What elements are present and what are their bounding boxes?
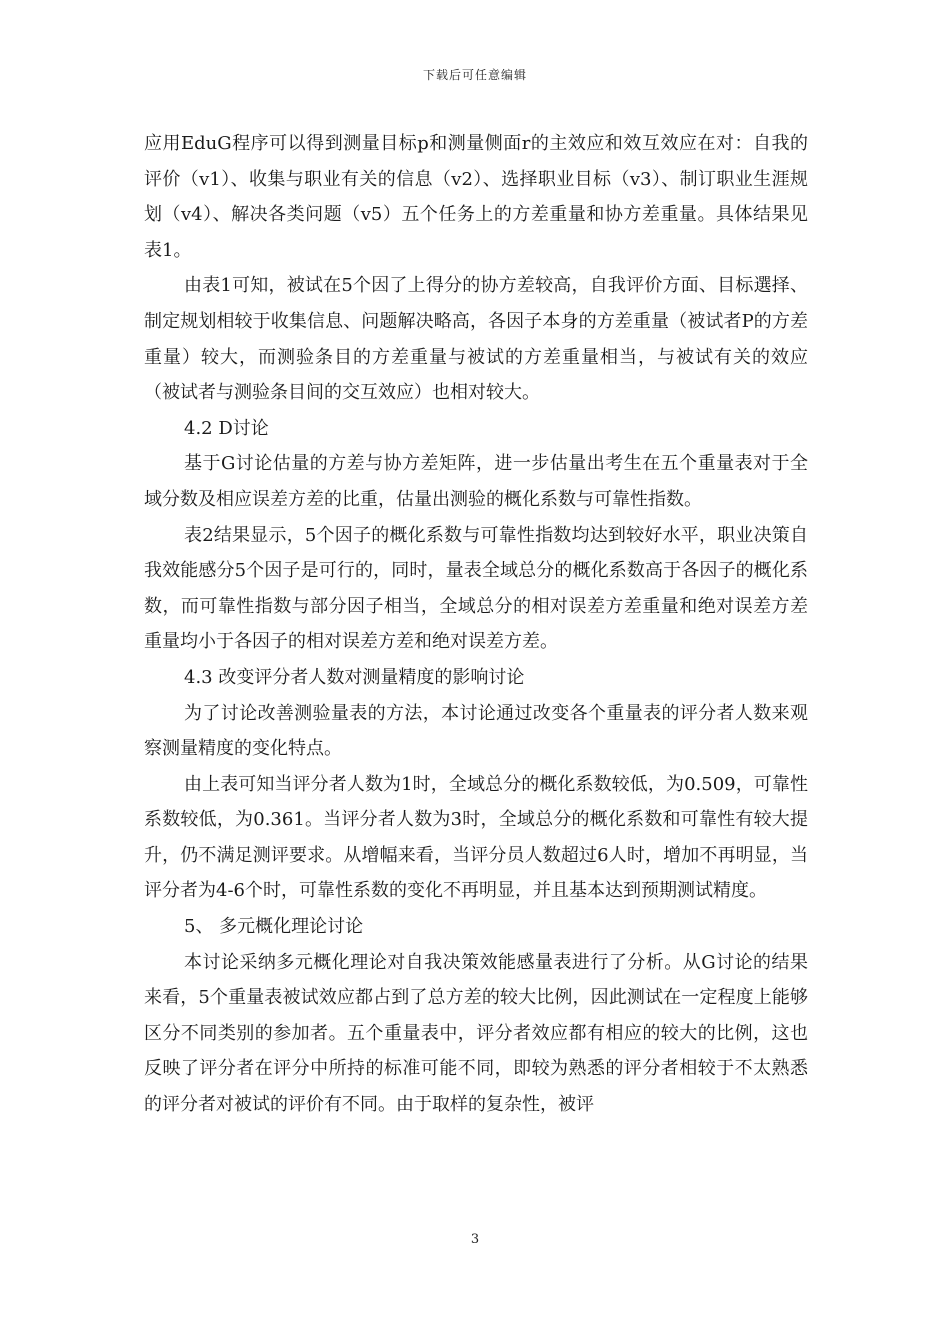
section-heading-multivariate: 5、 多元概化理论讨论 — [184, 916, 364, 938]
section-heading-rater-count: 4.3 改变评分者人数对测量精度的影响讨论 — [184, 666, 525, 688]
paragraph-rater-results: 由上表可知当评分者人数为1时，全域总分的概化系数较低，为0.509，可靠性系数较低，为0.361。当评分者人数为3时，全域总分的概化系数和可靠性有较大提升，仍不满足测评要求。从增幅来看，当评分员人数超过6人时，增加不再明显，当评分者为4-6个时，可靠性系数的变化不再明显，并且基本达到预期测试精度。 — [144, 773, 808, 902]
page-header: 下载后可任意编辑 — [422, 68, 527, 82]
paragraph-d-study: 基于G讨论估量的方差与协方差矩阵，进一步估量出考生在五个重量表对于全域分数及相应误差方差的比重，估量出测验的概化系数与可靠性指数。 — [144, 453, 808, 510]
paragraph-effects-intro: 应用EduG程序可以得到测量目标p和测量侧面r的主效应和效互效应在对：自我的评价（v1）、收集与职业有关的信息（v2）、选择职业目标（v3）、制订职业生涯规划（v4）、解决各类问题（v5）五个任务上的方差重量和协方差重量。具体结果见表1。 — [144, 133, 808, 261]
section-heading-d-study: 4.2 D讨论 — [184, 417, 269, 439]
page-number: 3 — [470, 1232, 480, 1247]
paragraph-table1-results: 由表1可知，被试在5个因了上得分的协方差较高，自我评价方面、目标選择、制定规划相较于收集信息、问题解决略高，各因子本身的方差重量（被试者P的方差重量）较大，而测验条目的方差重量与被试的方差重量相当，与被试有关的效应（被试者与测验条目间的交互效应）也相对较大。 — [144, 275, 808, 404]
paragraph-rater-method: 为了讨论改善测验量表的方法，本讨论通过改变各个重量表的评分者人数来观察测量精度的变化特点。 — [144, 702, 808, 760]
paragraph-multivariate: 本讨论采纳多元概化理论对自我决策效能感量表进行了分析。从G讨论的结果来看，5个重量表被试效应都占到了总方差的较大比例，因此测试在一定程度上能够区分不同类别的参加者。五个重量表中，评分者效应都有相应的较大的比例，这也反映了评分者在评分中所持的标准可能不同，即较为熟悉的评分者相较于不太熟悉的评分者对被试的评价有不同。由于取样的复杂性，被评 — [144, 951, 808, 1116]
paragraph-table2-results: 表2结果显示，5个因子的概化系数与可靠性指数均达到较好水平，职业决策自我效能感分5个因子是可行的，同时，量表全域总分的概化系数高于各因子的概化系数，而可靠性指数与部分因子相当，全域总分的相对误差方差重量和绝对误差方差重量均小于各因子的相对误差方差和绝对误差方差。 — [144, 524, 808, 653]
document-body — [144, 126, 808, 1123]
